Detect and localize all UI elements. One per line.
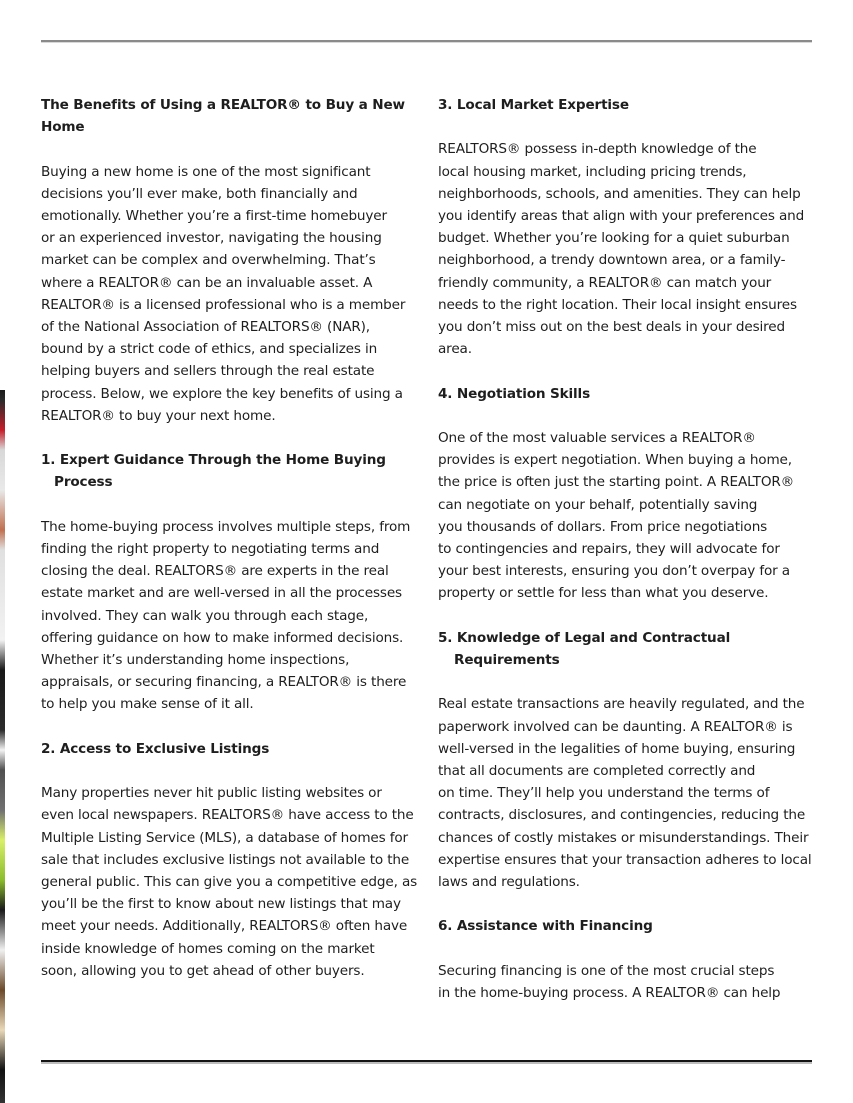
section-heading-negotiation: 4. Negotiation Skills [438, 385, 591, 402]
section-heading-exclusive-listings: 2. Access to Exclusive Listings [41, 740, 270, 757]
intro-paragraph: Buying a new home is one of the most significant decisions you’ll ever make, both financially and emotionally. Whether you’re a first-time homebuyer or an experienced investor, navigating the housing market can be complex and overwhelming. That’s where a REALTOR® can be an invaluable asset. A REALTOR® is a licensed professional who is a member of the National Association of REALTORS® (NAR), bound by a strict code of ethics, and specializes in helping buyers and sellers through the real estate process. Below, we explore the key benefits of using a REALTOR® to buy your next home. [41, 163, 406, 424]
adjacent-page-image-edge [0, 390, 5, 1103]
section-heading-expert-guidance: 1. Expert Guidance Through the Home Buying Process [41, 452, 386, 491]
top-divider-rule [41, 40, 812, 43]
right-column [438, 94, 816, 1026]
section-heading-legal: 5. Knowledge of Legal and Contractual Requirements [438, 629, 731, 669]
section-body-financing: Securing financing is one of the most crucial steps in the home-buying process. A REALTOR® can help [438, 962, 781, 1002]
section-body-exclusive-listings: Many properties never hit public listing websites or even local newspapers. REALTORS® have access to the Multiple Listing Service (MLS), a database of homes for sale that includes exclusive listings not available to the general public. This can give you a competitive edge, as you’ll be the first to know about new listings that may meet your needs. Additionally, REALTORS® often have inside knowledge of homes coming on the market soon, allowing you to get ahead of other buyers. [41, 785, 418, 979]
section-heading-financing: 6. Assistance with Financing [438, 918, 653, 935]
section-heading-local-market: 3. Local Market Expertise [438, 97, 629, 113]
section-body-legal: Real estate transactions are heavily regulated, and the paperwork involved can be daunting. A REALTOR® is well-versed in the legalities of home buying, ensuring that all documents are completed correctly and on time. They’ll help you understand the terms of contracts, disclosures, and contingencies, reducing the chances of costly mistakes or misunderstandings. Their expertise ensures that your transaction adheres to local laws and regulations. [438, 696, 812, 891]
section-body-expert-guidance: The home-buying process involves multiple steps, from finding the right property to negotiating terms and closing the deal. REALTORS® are experts in the real estate market and are well-versed in all the processes involved. They can walk you through each stage, offering guidance on how to make informed decisions. Whether it’s understanding home inspections, appraisals, or securing financing, a REALTOR® is there to help you make sense of it all. [41, 518, 411, 713]
bottom-divider-rule [41, 1060, 812, 1064]
section-body-local-market: REALTORS® possess in-depth knowledge of the local housing market, including pricing trends, neighborhoods, schools, and amenities. They can help you identify areas that align with your preferences and budget. Whether you’re looking for a quiet suburban neighborhood, a trendy downtown area, or a family- friendly community, a REALTOR® can match your needs to the right location. Their local insight ensures you don’t miss out on the best deals in your desired area. [438, 141, 805, 358]
section-body-negotiation: One of the most valuable services a REALTOR® provides is expert negotiation. When buying a home, the price is often just the starting point. A REALTOR® can negotiate on your behalf, potentially saving you thousands of dollars. From price negotiations to contingencies and repairs, they will advocate for your best interests, ensuring you don’t overpay for a property or settle for less than what you deserve. [438, 430, 795, 602]
left-column [41, 94, 421, 1004]
document-title: The Benefits of Using a REALTOR® to Buy a New Home [41, 97, 405, 136]
